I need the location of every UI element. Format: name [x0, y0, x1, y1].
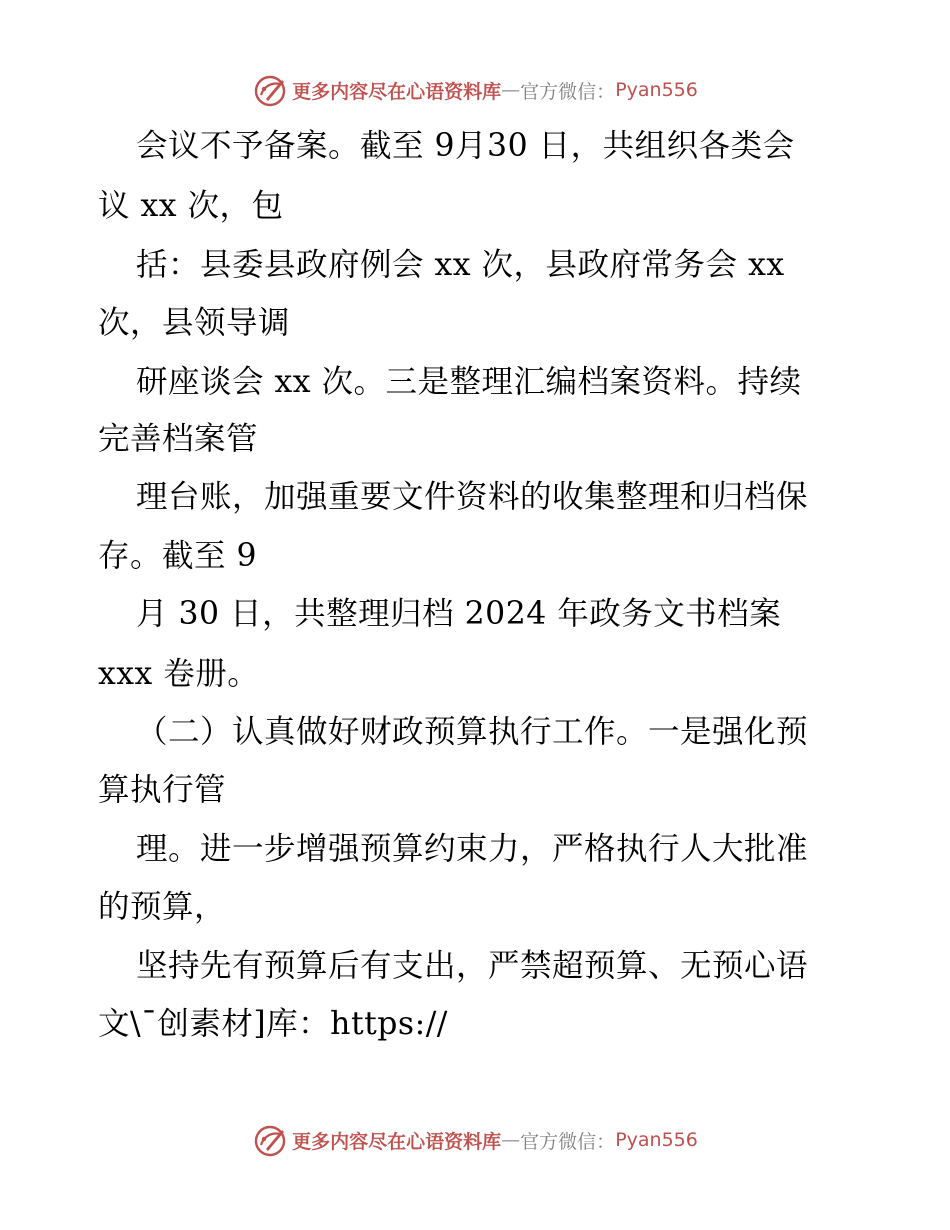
text-line: 议 xx 次，包 — [98, 188, 284, 224]
header-watermark — [0, 70, 950, 110]
header-wechat-label: 官方微信： — [520, 80, 616, 103]
header-site-name: 更多内容尽在心语资料库 — [292, 80, 502, 103]
text-line: 月 30 日，共整理归档 2024 年政务文书档案 — [136, 596, 782, 632]
text-line: 完善档案管 — [98, 421, 259, 457]
text-line: 存。截至 9 — [98, 538, 258, 574]
footer-dash: — — [501, 1129, 521, 1151]
footer-site-name: 更多内容尽在心语资料库 — [292, 1130, 502, 1153]
text-line: （二）认真做好财政预算执行工作。一是强化预 — [136, 714, 809, 750]
logo-icon — [252, 72, 288, 108]
text-line: 的预算， — [98, 889, 227, 925]
text-line: 次，县领导调 — [98, 305, 291, 341]
text-line: 算执行管 — [98, 772, 227, 808]
text-line: 坚持先有预算后有支出，严禁超预算、无预心语 — [136, 948, 809, 984]
text-line: 研座谈会 xx 次。三是整理汇编档案资料。持续 — [136, 364, 802, 400]
text-line: 会议不予备案。截至 9月30 日，共组织各类会 — [136, 128, 795, 164]
header-wechat-id: Pyan556 — [615, 79, 698, 101]
text-line: 理台账，加强重要文件资料的收集整理和归档保 — [136, 479, 809, 515]
footer-watermark — [0, 1120, 950, 1160]
text-line: 理。进一步增强预算约束力，严格执行人大批准 — [136, 831, 809, 867]
text-line: xxx 卷册。 — [98, 656, 260, 692]
footer-wechat-id: Pyan556 — [615, 1129, 698, 1151]
text-line: 括：县委县政府例会 xx 次，县政府常务会 xx — [136, 247, 785, 283]
text-line: 文\¯创素材]库：https:// — [98, 1006, 448, 1042]
logo-icon — [252, 1122, 288, 1158]
footer-wechat-label: 官方微信： — [520, 1130, 616, 1153]
header-dash: — — [501, 79, 521, 101]
